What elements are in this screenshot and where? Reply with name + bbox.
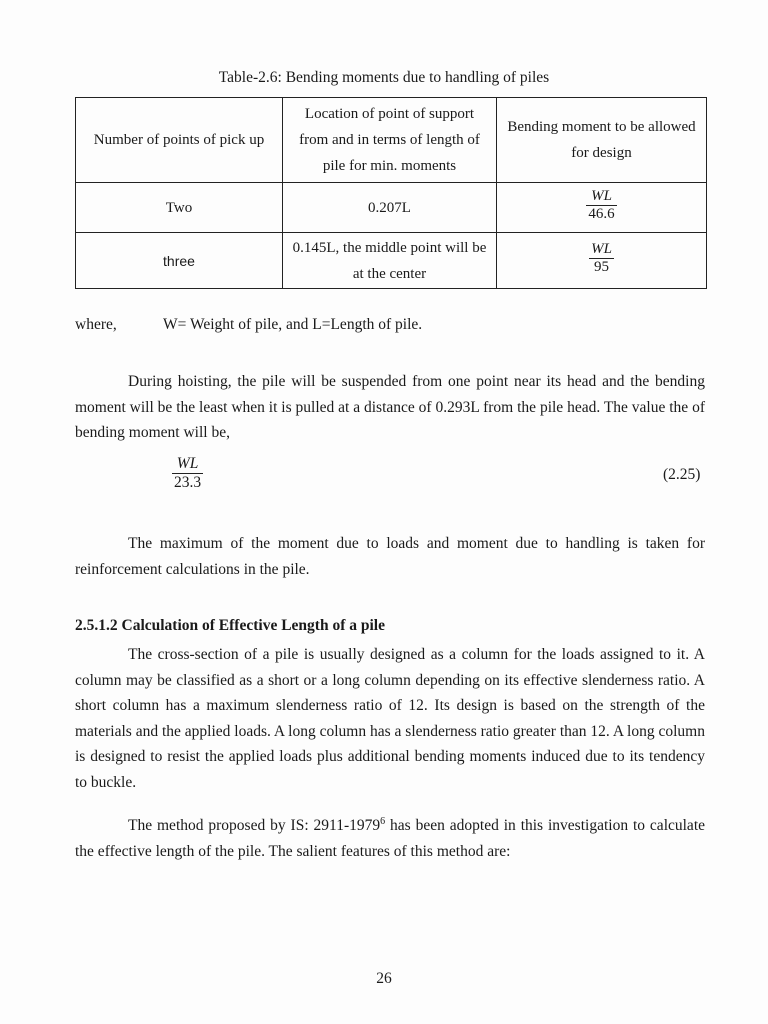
equation-fraction [172,455,203,492]
section-heading: 2.5.1.2 Calculation of Effective Length of a pile [75,617,385,634]
header-bending-moment: Bending moment to be allowed for design [497,98,707,183]
paragraph-cross-section: The cross-section of a pile is usually designed as a column for the loads assigned to it. A column may be classified as a short or a long column depending on its effective slenderness ratio. A short column has a maximum slenderness ratio of 12. Its design is based on the strength of the materials and the applied loads. A long column has a slenderness ratio greater than 12. A long column is designed to resist the applied loads plus additional bending moments induced due to its tendency to buckle. [75,646,705,791]
paragraph-maximum-moment: The maximum of the moment due to loads and moment due to handling is taken for reinforcement calculations in the pile. [75,535,705,578]
cell-points: three [76,233,283,289]
paragraph-method [75,809,705,864]
table-caption: Table-2.6: Bending moments due to handling of piles [218,69,550,86]
bending-moments-table [75,97,707,289]
fraction-numerator: WL [591,187,612,204]
cell-moment [497,183,707,233]
where-label: where, [75,316,117,333]
fraction-denominator: 95 [589,258,614,276]
equation-numerator: WL [176,455,199,472]
cell-moment [497,233,707,289]
method-text-before: The method proposed by IS: 2911-1979 [128,817,381,835]
where-text: W= Weight of pile, and L=Length of pile. [163,316,423,333]
reference-superscript: 6 [380,816,386,827]
page-number: 26 [376,970,392,987]
equation-denominator: 23.3 [174,473,202,491]
where-definition [75,316,422,334]
header-pick-up-points: Number of points of pick up [76,98,283,183]
cell-location: 0.145L, the middle point will be at the center [283,233,497,289]
paragraph-hoisting: During hoisting, the pile will be suspended from one point near its head and the bending moment will be the least when it is pulled at a distance of 0.293L from the pile head. The value the of bending moment will be, [75,373,705,442]
fraction-denominator: 46.6 [588,206,615,223]
moment-fraction [589,241,614,277]
equation-number: (2.25) [663,466,701,483]
table-header-row [76,98,707,183]
header-support-location: Location of point of support from and in terms of length of pile for min. moments [283,98,497,183]
method-text-after: has been adopted in this investigation to calculate the effective length of the pile. The salient features of this method are: [75,817,706,860]
cell-location: 0.207L [283,183,497,233]
cell-points: Two [76,183,283,233]
table-row [76,233,707,289]
moment-fraction [586,188,616,224]
table-row [76,183,707,233]
fraction-numerator: WL [591,240,612,257]
equation [172,455,203,492]
